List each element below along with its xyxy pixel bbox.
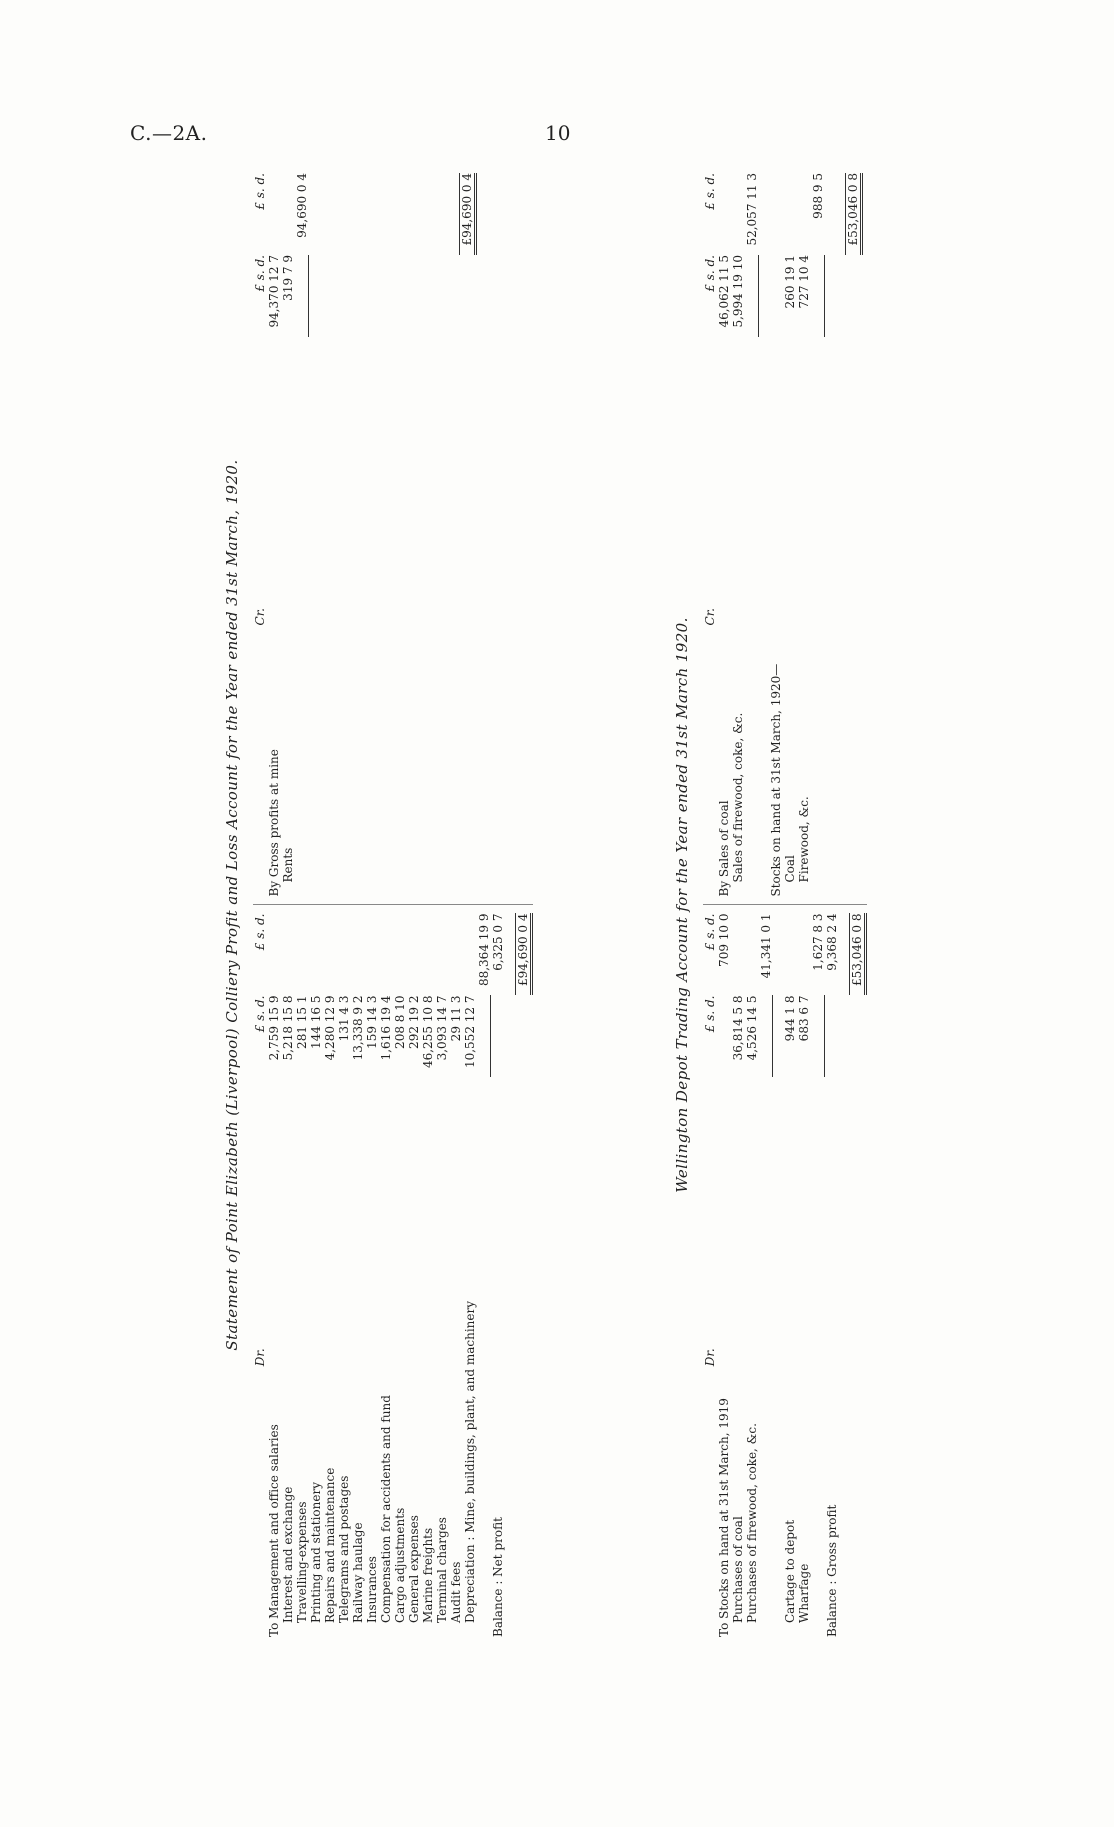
row-label: Depreciation : Mine, buildings, plant, and machinery [463,1300,477,1623]
sales-rows [717,173,745,897]
row-amount: 2,759 15 9 [267,995,281,1061]
table-row [477,914,491,1638]
row-amount: 94,370 12 7 [267,255,281,328]
subtotal-amount: 1,627 8 3 [811,913,825,971]
debit-side [703,905,867,1646]
row-amount: 208 8 10 [393,995,407,1049]
subtotal-amount: 988 9 5 [811,173,825,219]
cr-label: Cr. [703,608,717,626]
row-amount: 13,338 9 2 [351,995,365,1061]
table-row [769,173,783,897]
row-amount: 1,616 19 4 [379,995,393,1061]
row-amount: 3,093 14 7 [435,995,449,1061]
row-label: General expenses [407,1515,421,1623]
table-row [731,914,745,1638]
row-label: Wharfage [797,1563,811,1623]
row-amount: 4,526 14 5 [745,995,759,1061]
row-amount: 159 14 3 [365,995,379,1049]
table-row [267,914,281,1638]
currency-header: £ s. d. [703,255,717,292]
stock-rows [783,173,811,897]
currency-header: £ s. d. [703,173,717,210]
ledger [703,165,867,1645]
total-amount: £94,690 0 4 [515,914,533,996]
row-label: Printing and stationery [309,1481,323,1623]
row-amount: 292 19 2 [407,995,421,1049]
page-id: C.—2A. [130,121,208,145]
row-label: Firewood, &c. [797,796,811,883]
table-row [365,914,379,1638]
table-row [783,173,797,897]
table-row [379,914,393,1638]
debit-rows [267,914,477,1638]
balance-amount: 9,368 2 4 [825,913,839,971]
table-row [811,914,825,1638]
row-amount: 46,255 10 8 [421,995,435,1069]
credit-side [703,165,867,905]
dr-label: Dr. [253,1348,267,1367]
credit-header [703,173,717,897]
row-label: Compensation for accidents and fund [379,1395,393,1623]
table-row [295,914,309,1638]
row-amount: 319 7 9 [281,255,295,301]
table-row [435,914,449,1638]
balance-label: Balance : Gross profit [825,1504,839,1637]
row-amount: 944 1 8 [783,995,797,1042]
table-row [393,914,407,1638]
table-row [491,914,505,1638]
total-row [845,173,863,897]
row-amount: 727 10 4 [797,255,811,309]
row-amount: 46,062 11 5 [717,255,731,328]
dr-label: Dr. [703,1348,717,1367]
total-row [849,914,867,1638]
credit-header [253,173,267,897]
row-amount: 260 19 1 [783,255,797,309]
wellington-depot-trading-account [675,165,867,1645]
table-row [407,914,421,1638]
row-label: To Management and office salaries [267,1424,281,1637]
rotated-content [205,165,925,1645]
total-amount: £94,690 0 4 [459,173,477,255]
row-label: Railway haulage [351,1522,365,1623]
cartage-rows [783,914,811,1638]
table-row [745,173,759,897]
table-row [731,173,745,897]
row-label: Terminal charges [435,1517,449,1623]
row-amount: 281 15 1 [295,995,309,1049]
ledger [253,165,533,1645]
table-row [783,914,797,1638]
table-row [449,914,463,1638]
currency-header: £ s. d. [703,913,717,951]
row-label: Travelling-expenses [295,1501,309,1623]
row-amount: 29 11 3 [449,995,463,1042]
total-amount: £53,046 0 8 [845,173,863,255]
row-amount: 10,552 12 7 [463,995,477,1069]
balance-label: Balance : Net profit [491,1517,505,1637]
colliery-profit-loss-statement [225,165,533,1645]
row-label: Sales of firewood, coke, &c. [731,712,745,883]
row-label: By Gross profits at mine [267,749,281,897]
table-row [717,914,731,1638]
row-label: Repairs and maintenance [323,1467,337,1623]
currency-header: £ s. d. [253,255,267,292]
row-label: By Sales of coal [717,800,731,897]
statement-title: Statement of Point Elizabeth (Liverpool) Colliery Profit and Loss Account for the Year ended 31st March, 1920. [223,459,241,1351]
currency-header: £ s. d. [253,995,267,1033]
table-row [797,173,811,897]
row-label: Purchases of firewood, coke, &c. [745,1423,759,1623]
table-row [421,914,435,1638]
credit-side [253,165,533,905]
row-amount: 131 4 3 [337,995,351,1042]
subtotal-amount: 94,690 0 4 [295,173,309,238]
statement-title: Wellington Depot Trading Account for the Year ended 31st March 1920. [673,617,691,1193]
total-row [515,914,533,1638]
table-row [797,914,811,1638]
row-label: To Stocks on hand at 31st March, 1919 [717,1398,731,1637]
page-number: 10 [545,121,571,145]
row-amount: 5,994 19 10 [731,255,745,328]
row-label: Cargo adjustments [393,1507,407,1623]
currency-header: £ s. d. [253,173,267,210]
row-amount: 4,280 12 9 [323,995,337,1061]
table-row [745,914,759,1638]
currency-header: £ s. d. [253,913,267,951]
table-row [759,914,773,1638]
table-row [281,914,295,1638]
debit-side [253,905,533,1646]
table-row [463,914,477,1638]
total-row [459,173,477,897]
table-row [309,914,323,1638]
row-label: Insurances [365,1556,379,1623]
row-amount: 144 16 5 [309,995,323,1049]
table-row [267,173,281,897]
row-label: Stocks on hand at 31st March, 1920— [769,663,783,897]
row-amount: 5,218 15 8 [281,995,295,1061]
row-amount: 683 6 7 [797,995,811,1042]
row-label: Cartage to depot [783,1519,797,1623]
subtotal-amount: 52,057 11 3 [745,173,759,246]
row-amount: 36,814 5 8 [731,995,745,1061]
table-row [351,914,365,1638]
row-label: Telegrams and postages [337,1475,351,1623]
table-row [811,173,825,897]
total-amount: £53,046 0 8 [849,914,867,996]
row-label: Audit fees [449,1561,463,1623]
credit-rows [267,173,295,897]
table-row [337,914,351,1638]
subtotal-amount: 41,341 0 1 [759,913,773,979]
row-label: Rents [281,847,295,883]
table-row [717,173,731,897]
purchase-rows [731,914,759,1638]
currency-header: £ s. d. [703,995,717,1033]
row-label: Interest and exchange [281,1486,295,1623]
table-row [825,914,839,1638]
row-label: Coal [783,855,797,883]
table-row [323,914,337,1638]
subtotal-amount: 88,364 19 9 [477,913,491,987]
debit-header [253,914,267,1638]
row-label: Marine freights [421,1527,435,1623]
table-row [281,173,295,897]
table-row [295,173,309,897]
row-amount: 709 10 0 [717,913,731,967]
debit-header [703,914,717,1638]
cr-label: Cr. [253,608,267,626]
balance-amount: 6,325 0 7 [491,913,505,971]
row-label: Purchases of coal [731,1516,745,1623]
